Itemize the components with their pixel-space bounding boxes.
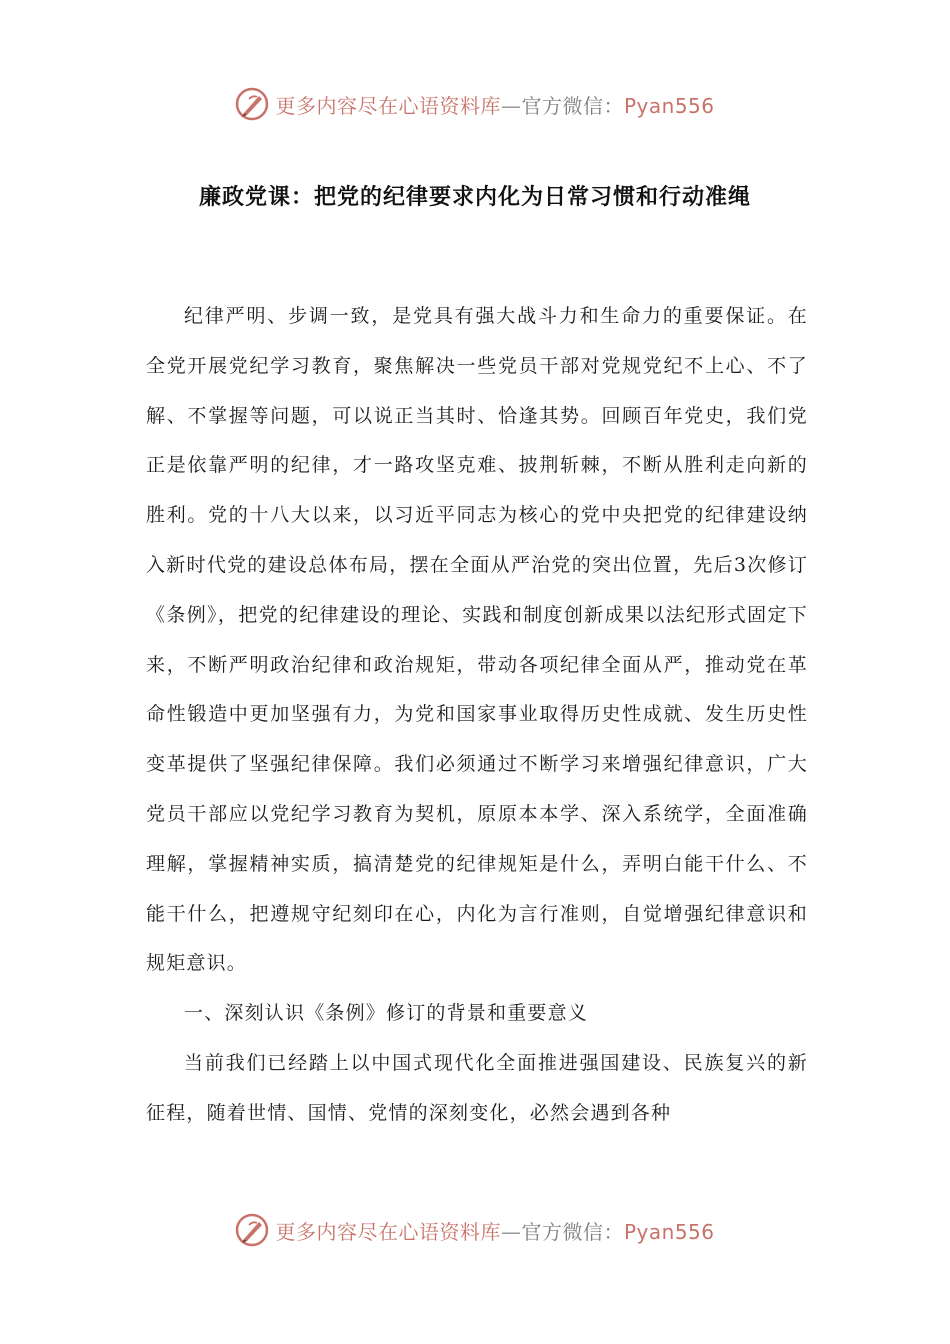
paragraph-section-1: 当前我们已经踏上以中国式现代化全面推进强国建设、民族复兴的新征程，随着世情、国情、党情的深刻变化，必然会遇到各种 xyxy=(146,1051,808,1124)
watermark-text xyxy=(275,1216,714,1245)
document-body xyxy=(146,292,808,1139)
section-heading: 一、深刻认识《条例》修订的背景和重要意义 xyxy=(184,1002,589,1025)
watermark-account: Pyan556 xyxy=(623,1219,715,1244)
header-watermark xyxy=(0,84,950,124)
watermark-brand: 更多内容尽在心语资料库 xyxy=(275,1219,501,1244)
watermark-dash: — xyxy=(500,1219,522,1244)
watermark-account: Pyan556 xyxy=(623,93,715,118)
pen-logo-icon xyxy=(235,1213,269,1247)
document-title: 廉政党课：把党的纪律要求内化为日常习惯和行动准绳 xyxy=(198,185,751,210)
paragraph-intro: 纪律严明、步调一致，是党具有强大战斗力和生命力的重要保证。在全党开展党纪学习教育，聚焦解决一些党员干部对党规党纪不上心、不了解、不掌握等问题，可以说正当其时、恰逢其势。回顾百年党史，我们党正是依靠严明的纪律，才一路攻坚克难、披荆斩棘，不断从胜利走向新的胜利。党的十八大以来，以习近平同志为核心的党中央把党的纪律建设纳入新时代党的建设总体布局，摆在全面从严治党的突出位置，先后3次修订《条例》，把党的纪律建设的理论、实践和制度创新成果以法纪形式固定下来，不断严明政治纪律和政治规矩，带动各项纪律全面从严，推动党在革命性锻造中更加坚强有力，为党和国家事业取得历史性成就、发生历史性变革提供了坚强纪律保障。我们必须通过不断学习来增强纪律意识，广大党员干部应以党纪学习教育为契机，原原本本学、深入系统学，全面准确理解，掌握精神实质，搞清楚党的纪律规矩是什么，弄明白能干什么、不能干什么，把遵规守纪刻印在心，内化为言行准则，自觉增强纪律意识和规矩意识。 xyxy=(146,305,808,975)
footer-watermark xyxy=(0,1210,950,1250)
watermark-official-label: 官方微信： xyxy=(521,1219,624,1244)
watermark-brand: 更多内容尽在心语资料库 xyxy=(275,93,501,118)
watermark-dash: — xyxy=(500,93,522,118)
watermark-text xyxy=(275,90,714,119)
watermark-official-label: 官方微信： xyxy=(521,93,624,118)
pen-logo-icon xyxy=(235,87,269,121)
